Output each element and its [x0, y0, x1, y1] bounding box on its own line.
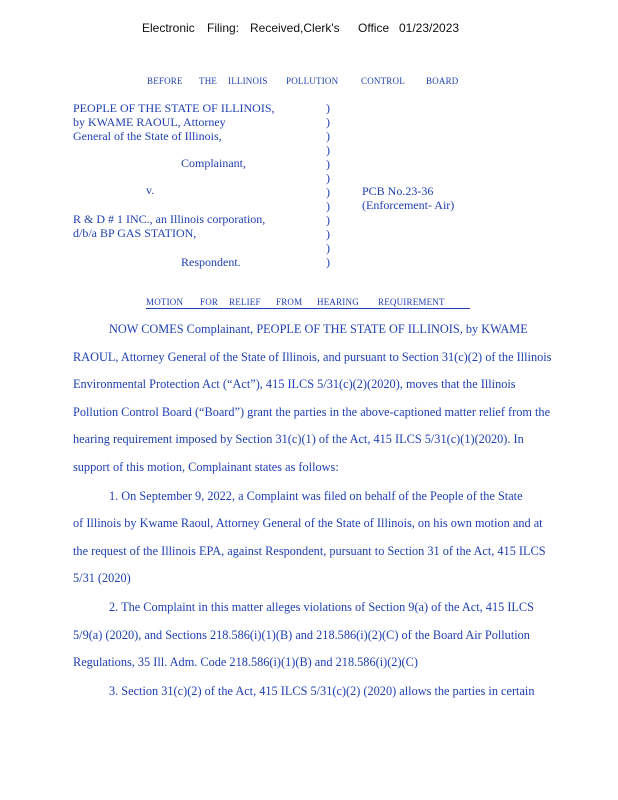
body-line: RAOUL, Attorney General of the State of Illinois, and pursuant to Section 31(c)(2) of the Illinois [73, 350, 552, 364]
body-line: 3. Section 31(c)(2) of the Act, 415 ILCS 5/31(c)(2) (2020) allows the parties in certain [109, 684, 535, 698]
board-heading-word: BOARD [426, 76, 459, 86]
motion-title-word: RELIEF [229, 297, 261, 307]
caption-paren: ) [326, 129, 330, 143]
caption-plaintiff-line: by KWAME RAOUL, Attorney [73, 115, 226, 129]
caption-paren: ) [326, 157, 330, 171]
caption-paren: ) [326, 171, 330, 185]
board-heading-word: CONTROL [361, 76, 405, 86]
body-line: 1. On September 9, 2022, a Complaint was filed on behalf of the People of the State [109, 489, 523, 503]
filing-header-received: Received,Clerk's [250, 21, 340, 35]
caption-versus: v. [146, 183, 155, 197]
caption-respondent-line: R & D # 1 INC., an Illinois corporation, [73, 212, 266, 226]
caption-paren: ) [326, 115, 330, 129]
caption-paren: ) [326, 199, 330, 213]
caption-paren: ) [326, 241, 330, 255]
caption-paren: ) [326, 185, 330, 199]
board-heading-word: ILLINOIS [228, 76, 268, 86]
body-line: support of this motion, Complainant states as follows: [73, 460, 339, 474]
motion-title-word: FROM [276, 297, 303, 307]
filing-header-date: 01/23/2023 [399, 21, 460, 35]
caption-plaintiff-line: PEOPLE OF THE STATE OF ILLINOIS, [73, 101, 275, 115]
caption-paren: ) [326, 227, 330, 241]
caption-respondent: Respondent. [181, 255, 241, 269]
board-heading-word: POLLUTION [286, 76, 339, 86]
body-line: 5/31 (2020) [73, 571, 131, 585]
motion-title-underline [146, 308, 470, 309]
body-line: Environmental Protection Act (“Act”), 415 ILCS 5/31(c)(2)(2020), moves that the Illinois [73, 377, 516, 391]
filing-header-filing: Filing: [207, 21, 240, 35]
board-heading-word: BEFORE [147, 76, 183, 86]
caption-paren: ) [326, 101, 330, 115]
caption-respondent-line: d/b/a BP GAS STATION, [73, 226, 197, 240]
caption-plaintiff-line: General of the State of Illinois, [73, 129, 222, 143]
body-line: Regulations, 35 Ill. Adm. Code 218.586(i)(1)(B) and 218.586(i)(2)(C) [73, 655, 418, 669]
motion-title-word: REQUIREMENT [378, 297, 445, 307]
body-line: of Illinois by Kwame Raoul, Attorney General of the State of Illinois, on his own motion and at [73, 516, 543, 530]
body-line: hearing requirement imposed by Section 31(c)(1) of the Act, 415 ILCS 5/31(c)(1)(2020). In [73, 432, 524, 446]
body-line: 5/9(a) (2020), and Sections 218.586(i)(1)(B) and 218.586(i)(2)(C) of the Board Air Pollution [73, 628, 530, 642]
filing-header-office: Office [358, 21, 390, 35]
caption-paren: ) [326, 143, 330, 157]
case-type: (Enforcement- Air) [362, 198, 455, 212]
motion-title-word: FOR [200, 297, 219, 307]
case-number: PCB No.23-36 [362, 184, 434, 198]
caption-paren: ) [326, 255, 330, 269]
motion-title-word: MOTION [146, 297, 184, 307]
body-line: NOW COMES Complainant, PEOPLE OF THE STATE OF ILLINOIS, by KWAME [109, 322, 528, 336]
body-line: the request of the Illinois EPA, against Respondent, pursuant to Section 31 of the Act, 415 ILCS [73, 544, 546, 558]
filing-header-electronic: Electronic [142, 21, 195, 35]
body-line: 2. The Complaint in this matter alleges violations of Section 9(a) of the Act, 415 ILCS [109, 600, 534, 614]
board-heading-word: THE [199, 76, 218, 86]
motion-title-word: HEARING [317, 297, 359, 307]
caption-complainant: Complainant, [181, 156, 246, 170]
body-line: Pollution Control Board (“Board”) grant the parties in the above-captioned matter relief from the [73, 405, 551, 419]
caption-paren: ) [326, 213, 330, 227]
